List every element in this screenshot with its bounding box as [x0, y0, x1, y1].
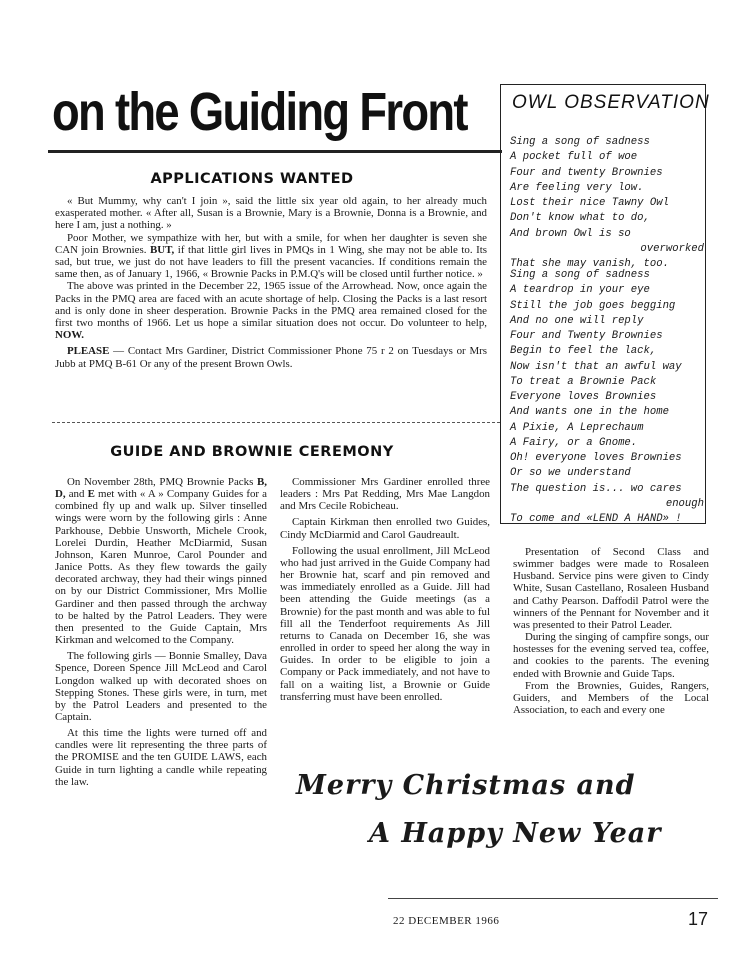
ceremony-heading: GUIDE AND BROWNIE CEREMONY [110, 444, 394, 460]
article-paragraph [55, 232, 487, 281]
footer-rule [388, 898, 718, 899]
masthead-rule [48, 150, 502, 153]
poem-line: The question is... wo cares [510, 482, 682, 495]
poem-line: To treat a Brownie Pack [510, 376, 657, 389]
poem-line: Or so we understand [510, 467, 631, 480]
applications-article [55, 195, 487, 370]
footer-date: 22 DECEMBER 1966 [393, 915, 500, 927]
poem-line: To come and «LEND A HAND» ! [510, 513, 682, 526]
text-run-bold: B, D, [55, 476, 267, 501]
owl-title: OWL OBSERVATION [512, 92, 710, 113]
poem-line: And wants one in the home [510, 406, 669, 419]
text-run: if that little girl lives in PMQs in 1 Wing, she may not be able to. Its sad, but true, we just do not have leaders to fill the present vacancies. If conditions remain the same then, as of January 1, 1966, « Brownie Packs in P.M.Q's will be closed until further notice. » [55, 243, 487, 281]
article-paragraph [55, 476, 267, 646]
greeting-line-2: A Happy New Year [369, 818, 662, 849]
article-paragraph: Commissioner Mrs Gardiner enrolled three leaders : Mrs Pat Redding, Mrs Mae Langdon and Mrs Cecile Robicheau. [280, 476, 490, 513]
article-paragraph: Presentation of Second Class and swimmer badges were made to Rosaleen Husband. Service pins were given to Cindy White, Susan Castellano, Rosaleen Husband and Cathy Pearson. Daffodil Patrol were the winners of the Pennant for November and it was presented to their Patrol Leader. [513, 546, 709, 631]
owl-stanza-2 [510, 268, 704, 390]
text-run: Poor Mother, we sympathize with her, but with a smile, for when her daughter is seven she CAN join Brownies. [55, 231, 487, 256]
poem-line: Don't know what to do, [510, 212, 650, 225]
article-paragraph: Following the usual enrollment, Jill McLeod who had just arrived in the Guide Company had her Brownie hat, scarf and pin removed and was immediately enrolled as a Guide. Jill had been attending the Guide meetings (as a Brownie) for the past month and was able to ful fill all the Tenderfoot requirements As Jill returns to Canada on December 16, she was enrolled in order to speed her along the way in Guides. In order to be eligible to join a Company or Pack immediately, and not have to fall on a waiting list, a Brownie or Guide transferring must have been enrolled. [280, 544, 490, 703]
poem-line: Four and twenty Brownies [510, 166, 663, 179]
text-run: The above was printed in the December 22, 1965 issue of the Arrowhead. Now, once again the Packs in the PMQ area are faced with an acute shortage of help. Closing the Packs is a last resort and is only done in sheer desperation. Brownie Packs in the PMQ area remained closed for the first two months of 1966. Let us hope a similar situation does not occur. Do volunteer to help, [55, 280, 487, 330]
article-paragraph [55, 280, 487, 341]
poem-line: Begin to feel the lack, [510, 345, 657, 358]
text-run-bold: BUT, [149, 243, 175, 256]
poem-line: Oh! everyone loves Brownies [510, 452, 682, 465]
applications-heading: APPLICATIONS WANTED [150, 171, 354, 187]
poem-line: A pocket full of woe [510, 151, 638, 164]
text-run: and [65, 488, 88, 501]
text-run: met with « A » Company Guides for a combined fly up and walk up. Silver tinselled wings were worn by the following girls : Anne Parkhouse, Debbie Unsworth, Michele Crook, Lorelei Durdin, Heather McDiarmid, Susan Johnson, Karen Munroe, Carol Pounder and Janice Potts. As they flew towards the gaily decorated archway, they had their wings pinned on by our District Commissioner, Mrs Mollie Gardiner and then passed through the archway to be halted by the Patrol Leaders. They were then presented to the Guide Captain, Mrs Kirkman and welcomed to the Company. [55, 488, 267, 647]
poem-line: A Fairy, or a Gnome. [510, 436, 638, 449]
poem-line: Four and Twenty Brownies [510, 330, 663, 343]
section-divider [52, 422, 500, 423]
poem-line: Sing a song of sadness [510, 136, 650, 148]
text-run-bold: PLEASE [67, 345, 110, 358]
poem-line: overworked [640, 243, 704, 256]
masthead-title: on the Guiding Front [52, 82, 467, 142]
text-run-bold: E [87, 488, 95, 501]
text-run: On November 28th, PMQ Brownie Packs [67, 476, 257, 488]
poem-line: And brown Owl is so [510, 227, 631, 240]
poem-line: Are feeling very low. [510, 181, 644, 194]
ceremony-column-2 [280, 476, 490, 703]
poem-line: A teardrop in your eye [510, 284, 650, 297]
poem-line: Sing a song of sadness [510, 269, 650, 281]
article-paragraph: At this time the lights were turned off and candles were lit representing the three parts of the PROMISE and the ten GUIDE LAWS, each Guide in turn lighting a candle while repeating the law. [55, 727, 267, 788]
greeting-line-1: Merry Christmas and [296, 770, 636, 801]
ceremony-column-3 [513, 546, 709, 716]
poem-line: Still the job goes begging [510, 299, 676, 312]
owl-stanza-3 [510, 390, 704, 528]
poem-line: That she may vanish, too. [510, 258, 669, 271]
article-paragraph: « But Mummy, why can't I join », said the little six year old again, to her already much exasperated mother. « After all, Susan is a Brownie, Mary is a Brownie, Donna is a Brownie, and here I am, just a nothing. » [55, 195, 487, 232]
text-run-bold: NOW. [55, 329, 84, 342]
article-paragraph: Captain Kirkman then enrolled two Guides, Cindy McDiarmid and Carol Gaudreault. [280, 516, 490, 541]
article-paragraph [55, 345, 487, 369]
article-paragraph: The following girls — Bonnie Smalley, Dava Spence, Doreen Spence Jill McLeod and Carol Longdon walked up with decorated shoes on Stepping Stones. These girls were, in turn, met by the Patrol Leaders and presented to the Captain. [55, 650, 267, 723]
article-paragraph: From the Brownies, Guides, Rangers, Guiders, and Members of the Local Association, to each and every one [513, 679, 709, 717]
ceremony-column-1 [55, 476, 267, 788]
poem-line: Now isn't that an awful way [510, 360, 682, 373]
owl-stanza-1 [510, 135, 704, 273]
poem-line: Everyone loves Brownies [510, 391, 657, 403]
poem-line: And no one will reply [510, 314, 644, 327]
page-number: 17 [688, 909, 709, 929]
poem-line: A Pixie, A Leprechaum [510, 421, 644, 434]
poem-line: Lost their nice Tawny Owl [510, 197, 669, 210]
article-paragraph: During the singing of campfire songs, our hostesses for the evening served tea, coffee, and cookies to the parents. The evening ended with Brownie and Guide Taps. [513, 631, 709, 680]
text-run: — Contact Mrs Gardiner, District Commissioner Phone 75 r 2 on Tuesdays or Mrs Jubb at PMQ B-61 Or any of the present Brown Owls. [55, 345, 487, 370]
poem-line: enough [665, 498, 704, 511]
